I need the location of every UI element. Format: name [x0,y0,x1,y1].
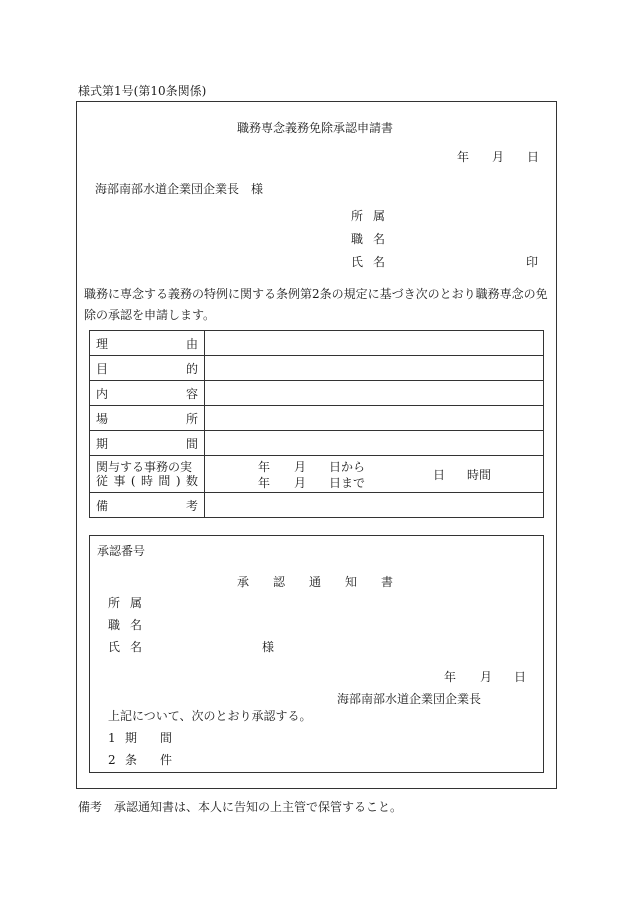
remarks-field[interactable] [205,493,544,518]
date-day-label: 日 [527,150,540,164]
table-row-involved-days: 関与する事務の実 従 事 ( 時 間 ) 数 年 月 日から 年 月 日まで 日 時間 [90,456,544,493]
approval-date-year: 年 [444,670,457,684]
date-year-label: 年 [457,150,470,164]
purpose-field[interactable] [205,356,544,381]
approval-date-day: 日 [514,670,527,684]
application-body-text: 職務に専念する義務の特例に関する条例第2条の規定に基づき次のとおり職務専念の免除の承認を申請します。 [84,287,548,322]
approval-name-label: 氏 名 [108,640,143,654]
table-row-place: 場 所 [90,406,544,431]
footer-note: 備考 承認通知書は、本人に告知の上主管で保管すること。 [78,800,403,814]
approval-item-period: 1 期 間 [108,731,173,745]
reason-field[interactable] [205,331,544,356]
seal-mark: 印 [526,255,539,269]
period-field[interactable] [205,431,544,456]
form-number-label: 様式第1号(第10条関係) [78,84,207,98]
approval-honorific: 様 [262,640,275,654]
table-row-remarks: 備 考 [90,493,544,518]
application-title: 職務専念義務免除承認申請書 [236,121,393,135]
addressee: 海部南部水道企業団企業長 様 [95,182,264,196]
content-field[interactable] [205,381,544,406]
approval-date-month: 月 [480,670,493,684]
approval-notice-title: 承 認 通 知 書 [236,575,393,589]
applicant-affiliation-label: 所 属 [351,209,386,223]
approval-affiliation-label: 所 属 [108,596,143,610]
approval-statement: 上記について、次のとおり承認する。 [108,709,312,723]
applicant-name-label: 氏 名 [351,255,386,269]
approval-position-label: 職 名 [108,618,143,632]
table-row-reason: 理 由 [90,331,544,356]
applicant-position-label: 職 名 [351,232,386,246]
approval-item-conditions: 2 条 件 [108,753,173,767]
approval-number-label: 承認番号 [97,544,146,558]
approval-issuer: 海部南部水道企業団企業長 [337,692,482,706]
table-row-purpose: 目 的 [90,356,544,381]
date-month-label: 月 [492,150,505,164]
table-row-content: 内 容 [90,381,544,406]
application-detail-table [89,330,544,518]
table-row-period: 期 間 [90,431,544,456]
involved-days-field[interactable]: 年 月 日から 年 月 日まで 日 時間 [205,456,544,493]
place-field[interactable] [205,406,544,431]
